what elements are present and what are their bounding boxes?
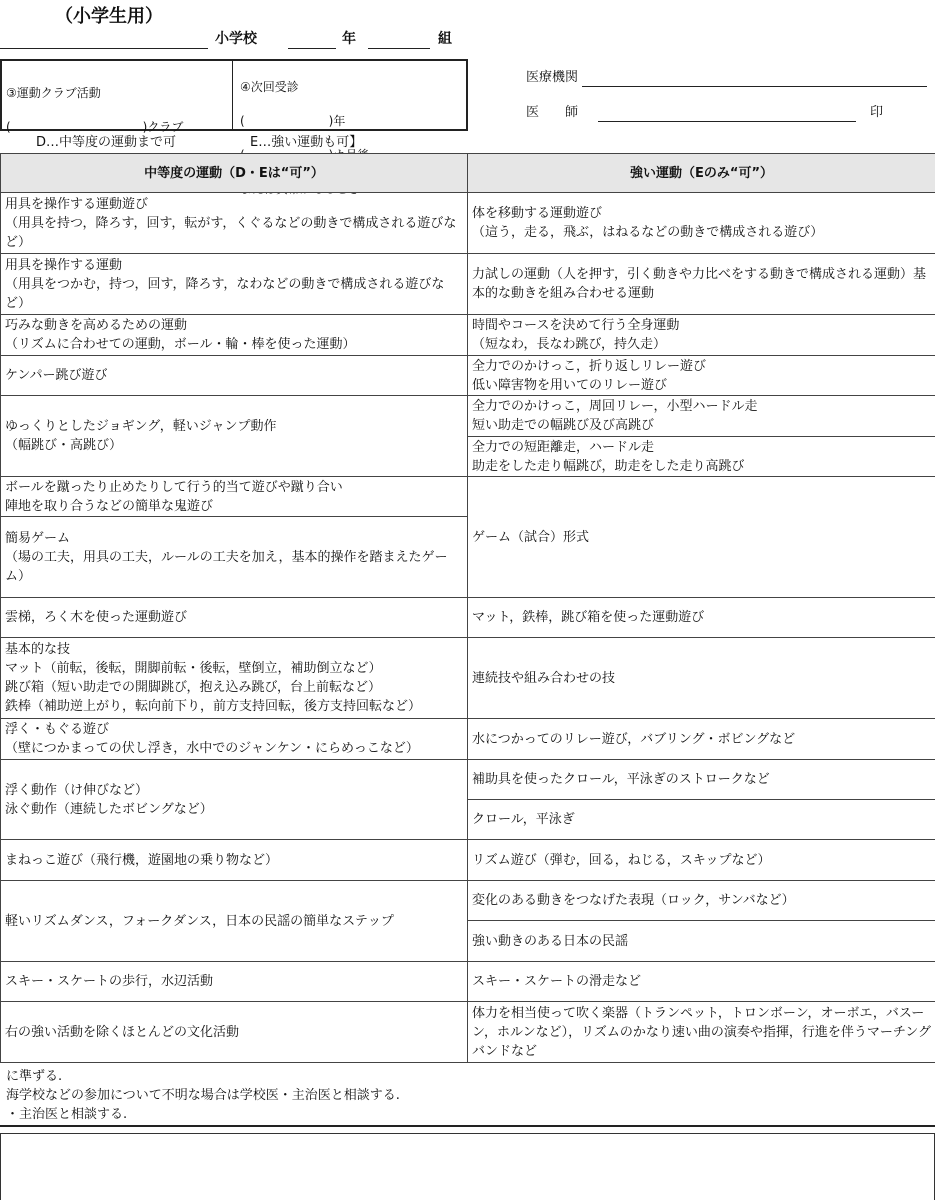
strong-cell: クロール，平泳ぎ bbox=[468, 800, 935, 840]
class-label: 組 bbox=[438, 31, 452, 47]
moderate-exercise-header: 中等度の運動（D・Eは“可”） bbox=[1, 154, 468, 193]
legend-e: E…強い運動も可】 bbox=[250, 135, 363, 150]
institution-field[interactable] bbox=[582, 86, 927, 87]
strong-cell: 力試しの運動（人を押す，引く動きや力比べをする動きで構成される運動）基本的な動きを組み合わせる運動 bbox=[468, 254, 935, 315]
moderate-cell: ゆっくりとしたジョギング，軽いジャンプ動作 （幅跳び・高跳び） bbox=[1, 396, 468, 477]
table-row bbox=[1, 193, 935, 254]
strong-cell: スキー・スケートの滑走など bbox=[468, 962, 935, 1002]
table-row bbox=[1, 760, 935, 800]
year-field[interactable] bbox=[288, 48, 336, 49]
footnote: 海学校などの参加について不明な場合は学校医・主治医と相談する. bbox=[6, 1088, 400, 1103]
table-row bbox=[1, 254, 935, 315]
club-name-field[interactable]: ( )クラブ bbox=[6, 120, 184, 134]
strong-cell: 水につかってのリレー遊び，バブリング・ボビングなど bbox=[468, 719, 935, 760]
next-visit-year-field[interactable]: ( )年 bbox=[240, 114, 346, 128]
table-row bbox=[1, 881, 935, 921]
bottom-rule bbox=[0, 1125, 935, 1127]
seal-label: 印 bbox=[870, 105, 884, 120]
strong-cell: 全力での短距離走，ハードル走 助走をした走り幅跳び，助走をした走り高跳び bbox=[468, 437, 935, 477]
next-visit-heading: ④次回受診 bbox=[240, 80, 299, 94]
footnotes bbox=[6, 1067, 400, 1124]
moderate-cell: 簡易ゲーム （場の工夫，用具の工夫，ルールの工夫を加え，基本的操作を踏まえたゲーム） bbox=[1, 517, 468, 598]
form-title: （小学生用） bbox=[55, 6, 163, 27]
doctor-label: 医 師 bbox=[526, 105, 579, 120]
school-name-field[interactable] bbox=[0, 48, 208, 49]
table-row bbox=[1, 840, 935, 881]
strong-cell: 全力でのかけっこ，周回リレー，小型ハードル走 短い助走での幅跳び及び高跳び bbox=[468, 396, 935, 437]
strong-cell: 時間やコースを決めて行う全身運動 （短なわ，長なわ跳び，持久走） bbox=[468, 315, 935, 356]
institution-label: 医療機関 bbox=[526, 70, 579, 85]
footnote: ・主治医と相談する. bbox=[6, 1107, 128, 1122]
moderate-cell: 雲梯，ろく木を使った運動遊び bbox=[1, 598, 468, 638]
table-row bbox=[1, 315, 935, 356]
moderate-cell: 基本的な技 マット（前転，後転，開脚前転・後転，壁倒立，補助倒立など） 跳び箱（短い助走での開脚跳び，抱え込み跳び，台上前転など） 鉄棒（補助逆上がり，転向前下り，前方支持回転，後方支持回転など） bbox=[1, 638, 468, 719]
strong-cell: 強い動きのある日本の民謡 bbox=[468, 921, 935, 962]
doctor-name-field[interactable] bbox=[598, 121, 856, 122]
moderate-cell: 浮く・もぐる遊び （壁につかまっての伏し浮き，水中でのジャンケン・にらめっこなど） bbox=[1, 719, 468, 760]
exercise-table bbox=[0, 153, 935, 1063]
year-label: 年 bbox=[342, 31, 356, 47]
strong-cell: 体力を相当使って吹く楽器（トランペット，トロンボーン，オーボエ，バスーン，ホルンなど），リズムのかなり速い曲の演奏や指揮，行進を伴うマーチングバンドなど bbox=[468, 1002, 935, 1063]
moderate-cell: 右の強い活動を除くほとんどの文化活動 bbox=[1, 1002, 468, 1063]
table-row bbox=[1, 638, 935, 719]
moderate-cell: ボールを蹴ったり止めたりして行う的当て遊びや蹴り合い 陣地を取り合うなどの簡単な鬼遊び bbox=[1, 477, 468, 517]
table-row bbox=[1, 598, 935, 638]
footnote: に準ずる. bbox=[6, 1069, 63, 1084]
table-row bbox=[1, 1002, 935, 1063]
strong-cell: 補助具を使ったクロール，平泳ぎのストロークなど bbox=[468, 760, 935, 800]
bottom-remarks-box[interactable] bbox=[0, 1133, 935, 1200]
box-divider bbox=[232, 60, 233, 130]
table-row bbox=[1, 356, 935, 396]
strong-cell: リズム遊び（弾む，回る，ねじる，スキップなど） bbox=[468, 840, 935, 881]
table-header-row bbox=[1, 154, 935, 193]
moderate-cell: スキー・スケートの歩行，水辺活動 bbox=[1, 962, 468, 1002]
class-field[interactable] bbox=[368, 48, 430, 49]
club-activity-heading: ③運動クラブ活動 bbox=[6, 86, 101, 100]
table-row bbox=[1, 962, 935, 1002]
moderate-cell: まねっこ遊び（飛行機，遊園地の乗り物など） bbox=[1, 840, 468, 881]
moderate-cell: 巧みな動きを高めるための運動 （リズムに合わせての運動，ボール・輪・棒を使った運動） bbox=[1, 315, 468, 356]
moderate-cell: ケンパー跳び遊び bbox=[1, 356, 468, 396]
table-row bbox=[1, 719, 935, 760]
strong-cell: ゲーム（試合）形式 bbox=[468, 477, 935, 598]
legend-d: D…中等度の運動まで可 bbox=[36, 135, 177, 150]
strong-cell: 連続技や組み合わせの技 bbox=[468, 638, 935, 719]
strong-cell: 変化のある動きをつなげた表現（ロック，サンバなど） bbox=[468, 881, 935, 921]
strong-cell: 全力でのかけっこ，折り返しリレー遊び 低い障害物を用いてのリレー遊び bbox=[468, 356, 935, 396]
strong-exercise-header: 強い運動（Eのみ“可”） bbox=[468, 154, 935, 193]
moderate-cell: 用具を操作する運動 （用具をつかむ，持つ，回す，降ろす，なわなどの動きで構成される遊びなど） bbox=[1, 254, 468, 315]
moderate-cell: 用具を操作する運動遊び （用具を持つ，降ろす，回す，転がす，くぐるなどの動きで構成される遊びなど） bbox=[1, 193, 468, 254]
strong-cell: 体を移動する運動遊び （這う，走る，飛ぶ，はねるなどの動きで構成される遊び） bbox=[468, 193, 935, 254]
strong-cell: マット，鉄棒，跳び箱を使った運動遊び bbox=[468, 598, 935, 638]
table-row bbox=[1, 477, 935, 517]
table-row bbox=[1, 396, 935, 437]
moderate-cell: 浮く動作（け伸びなど） 泳ぐ動作（連続したボビングなど） bbox=[1, 760, 468, 840]
moderate-cell: 軽いリズムダンス，フォークダンス，日本の民謡の簡単なステップ bbox=[1, 881, 468, 962]
school-label: 小学校 bbox=[215, 31, 257, 47]
